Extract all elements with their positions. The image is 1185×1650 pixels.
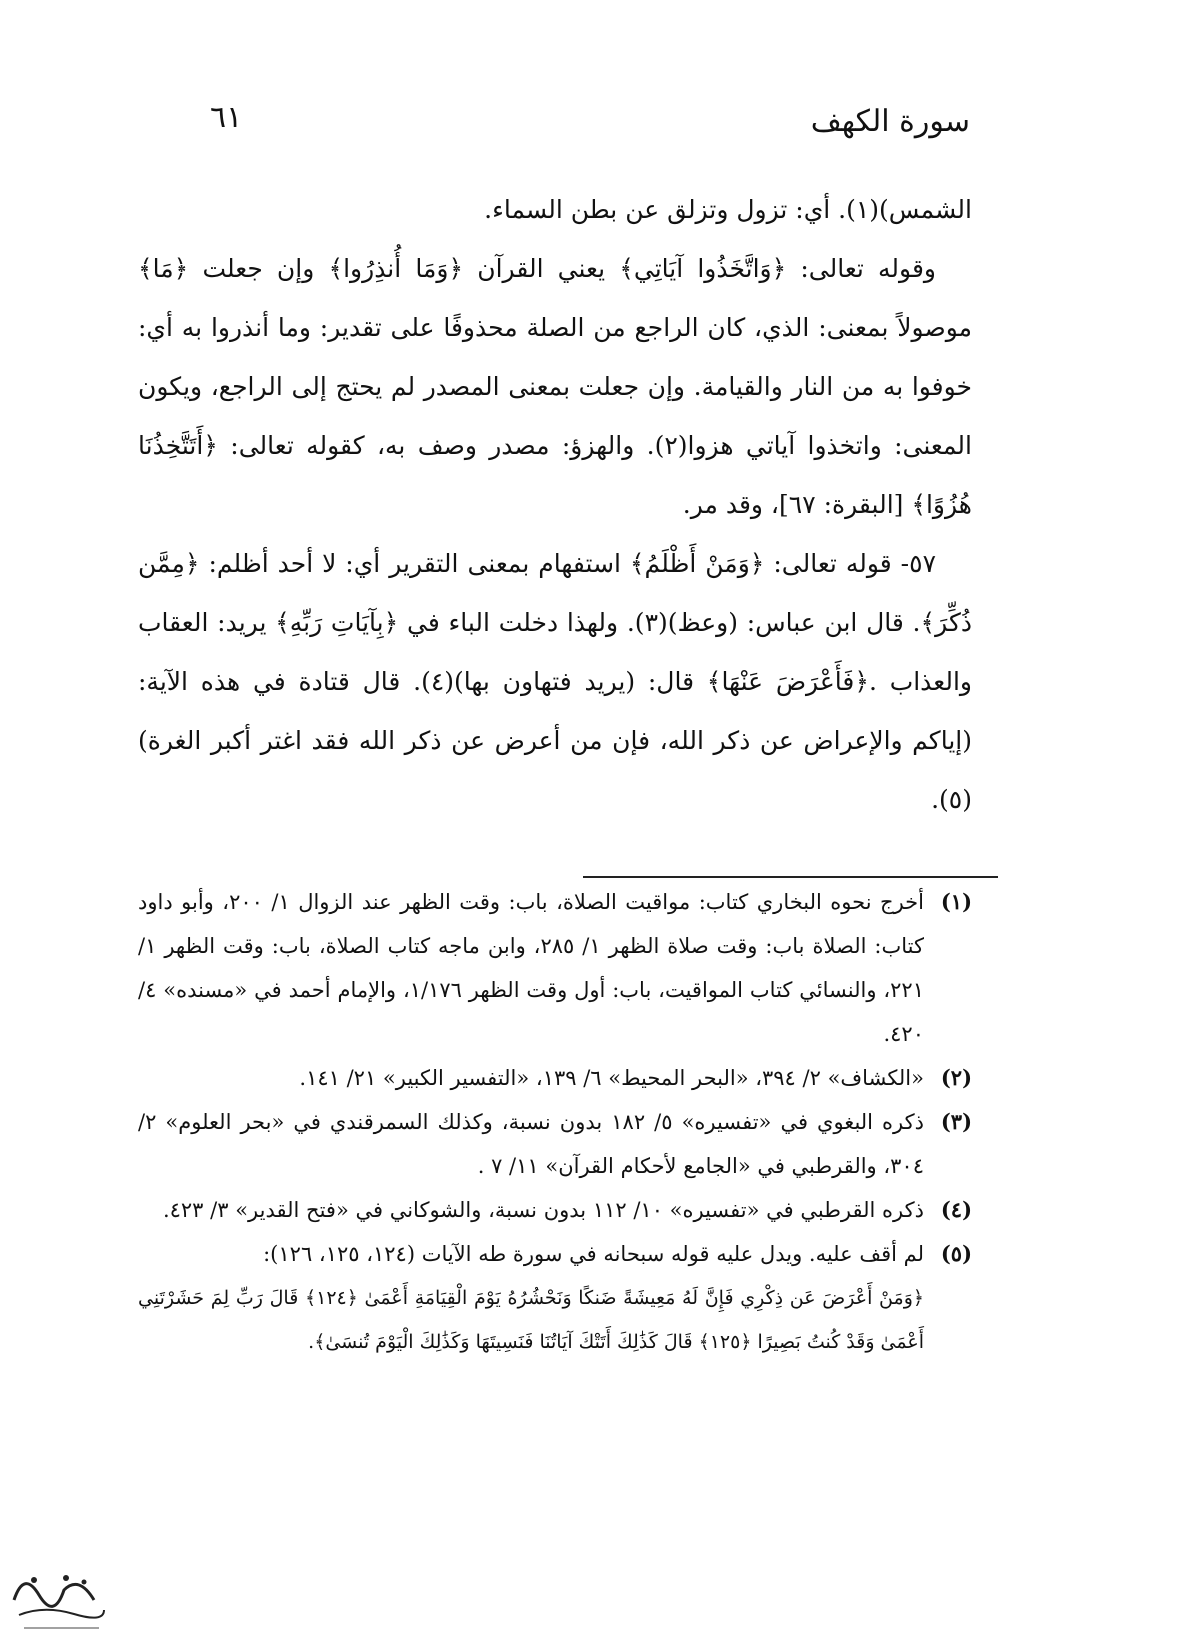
- footnote-text: «الكشاف» ٢/ ٣٩٤، «البحر المحيط» ٦/ ١٣٩، «التفسير الكبير» ٢١/ ١٤١.: [299, 1066, 924, 1090]
- footnote-item: [138, 880, 972, 1056]
- publisher-logo: [4, 1540, 114, 1650]
- footnote-number: (١): [940, 889, 972, 914]
- paragraph: ٥٧- قوله تعالى: ﴿وَمَنْ أَظْلَمُ﴾ استفهام بمعنى التقرير أي: لا أحد أظلم: ﴿مِمَّن ذُكِّرَ﴾. قال ابن عباس: (وعظ)(٣). ولهذا دخلت الباء في ﴿بِآيَاتِ رَبِّهِ﴾ يريد: العقاب والعذاب .﴿فَأَعْرَضَ عَنْهَا﴾ قال: (يريد فتهاون بها)(٤). قال قتادة في هذه الآية: (إياكم والإعراض عن ذكر الله، فإن من أعرض عن ذكر الله فقد اغتر أكبر الغرة)(٥).: [138, 549, 972, 814]
- footnote-text: ذكره القرطبي في «تفسيره» ١٠/ ١١٢ بدون نسبة، والشوكاني في «فتح القدير» ٣/ ٤٢٣.: [162, 1198, 924, 1222]
- footnote-number: (٣): [940, 1109, 972, 1134]
- footnote-item: [138, 1100, 972, 1188]
- footnote-text: لم أقف عليه. ويدل عليه قوله سبحانه في سورة طه الآيات (١٢٤، ١٢٥، ١٢٦):: [263, 1242, 924, 1266]
- footnotes: [138, 880, 972, 1364]
- footnote-item: [138, 1056, 972, 1100]
- page-header: [210, 100, 970, 150]
- surah-title: سورة الكهف: [810, 104, 970, 139]
- paragraph: وقوله تعالى: ﴿وَاتَّخَذُوا آيَاتِي﴾ يعني القرآن ﴿وَمَا أُنذِرُوا﴾ وإن جعلت ﴿مَا﴾ موصولاً بمعنى: الذي، كان الراجع من الصلة محذوفًا على تقدير: وما أنذروا به أي: خوفوا به من النار والقيامة. وإن جعلت بمعنى المصدر لم يحتج إلى الراجع، ويكون المعنى: واتخذوا آياتي هزوا(٢). والهزؤ: مصدر وصف به، كقوله تعالى: ﴿أَتَتَّخِذُنَا هُزُوًا﴾ [البقرة: ٦٧]، وقد مر.: [138, 254, 972, 519]
- page-number: ٦١: [210, 100, 243, 135]
- footnote-text: ذكره البغوي في «تفسيره» ٥/ ١٨٢ بدون نسبة، وكذلك السمرقندي في «بحر العلوم» ٢/ ٣٠٤، والقرطبي في «الجامع لأحكام القرآن» ١١/ ٧ .: [138, 1110, 924, 1178]
- footnote-number: (٤): [940, 1197, 972, 1222]
- footnote-item: [138, 1232, 972, 1364]
- footnote-number: (٥): [940, 1241, 972, 1266]
- footnote-divider: [583, 876, 998, 878]
- paragraph: الشمس)(١). أي: تزول وتزلق عن بطن السماء.: [484, 195, 972, 224]
- footnote-item: [138, 1188, 972, 1232]
- footnote-text: أخرج نحوه البخاري كتاب: مواقيت الصلاة، باب: وقت الظهر عند الزوال ١/ ٢٠٠، وأبو داود كتاب: الصلاة باب: وقت صلاة الظهر ١/ ٢٨٥، وابن ماجه كتاب الصلاة، باب: وقت الظهر ١/ ٢٢١، والنسائي كتاب المواقيت، باب: أول وقت الظهر ١/١٧٦، والإمام أحمد في «مسنده» ٤/ ٤٢٠.: [138, 890, 924, 1046]
- main-text: [138, 180, 972, 829]
- footnote-number: (٢): [940, 1065, 972, 1090]
- footnote-quran-verse: ﴿وَمَنْ أَعْرَضَ عَن ذِكْرِي فَإِنَّ لَهُ مَعِيشَةً ضَنكًا وَنَحْشُرُهُ يَوْمَ الْقِيَامَةِ أَعْمَىٰ ﴿١٢٤﴾ قَالَ رَبِّ لِمَ حَشَرْتَنِي أَعْمَىٰ وَقَدْ كُنتُ بَصِيرًا ﴿١٢٥﴾ قَالَ كَذَٰلِكَ أَتَتْكَ آيَاتُنَا فَنَسِيتَهَا وَكَذَٰلِكَ الْيَوْمَ تُنسَىٰ﴾.: [138, 1287, 924, 1353]
